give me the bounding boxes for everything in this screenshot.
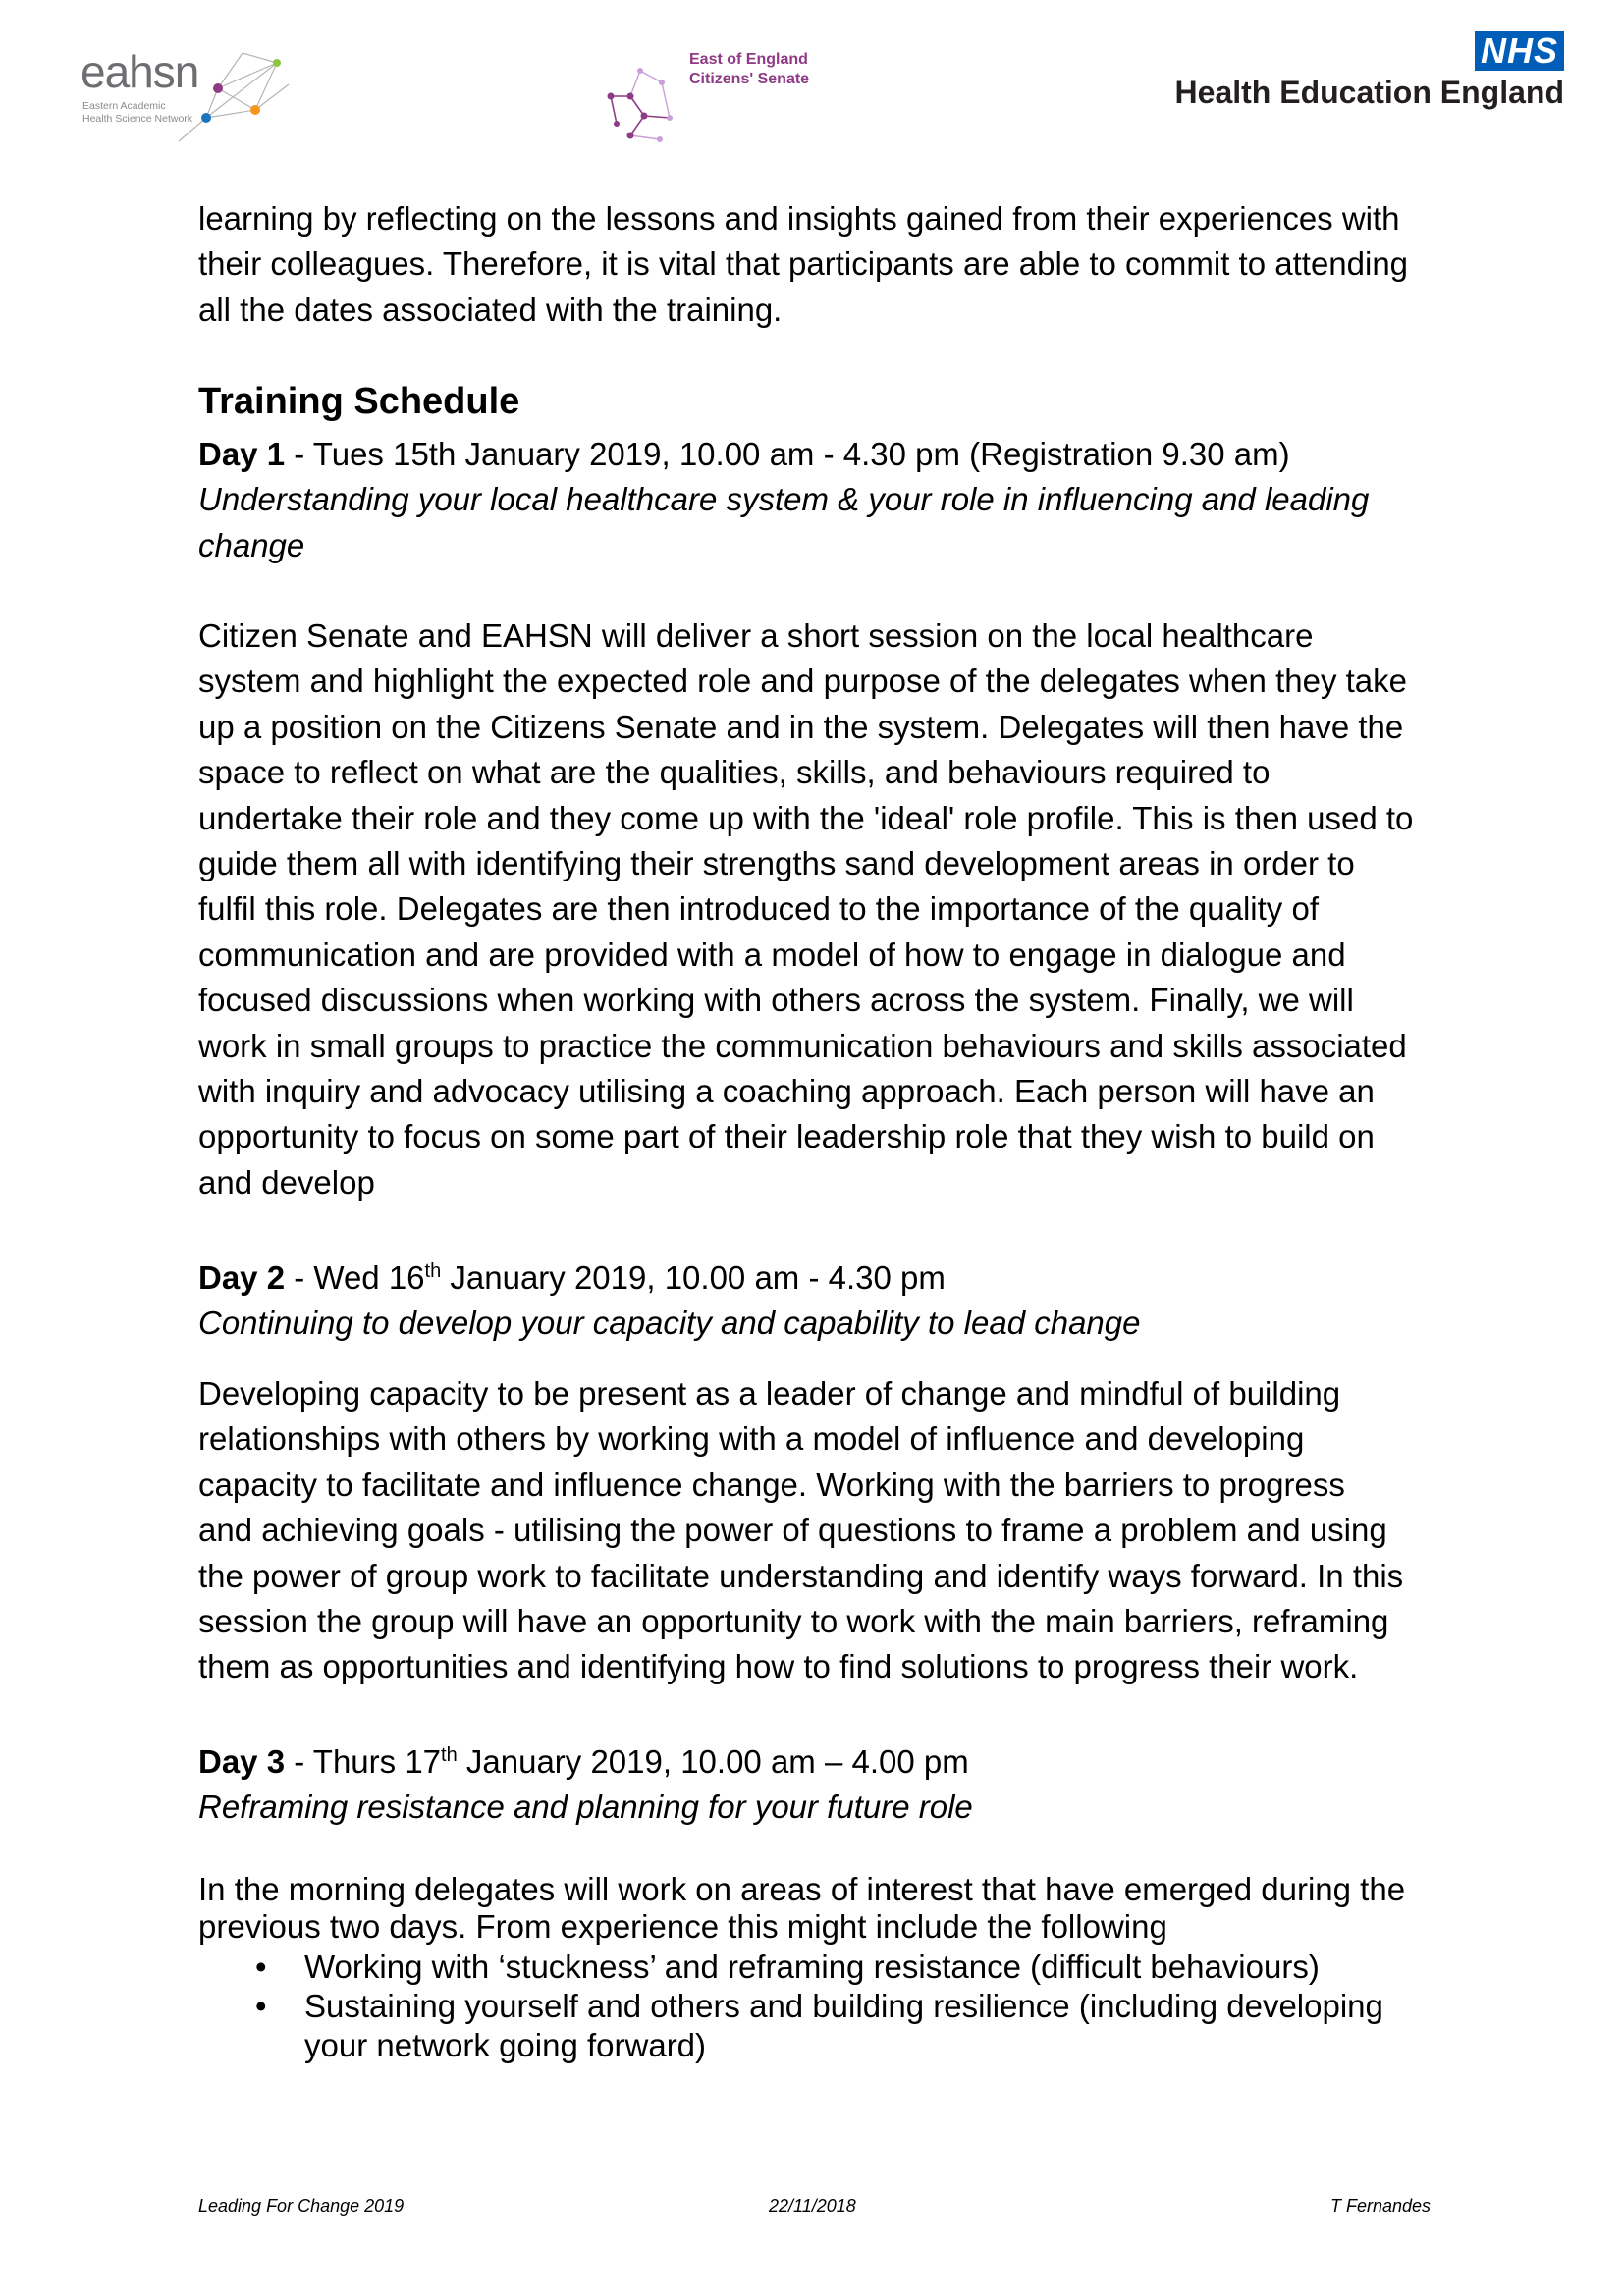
day2-body-line: and achieving goals - utilising the power of questions to frame a problem and using	[198, 1512, 1387, 1549]
day2-header	[198, 1249, 1445, 1301]
day1-subtitle: change	[198, 526, 305, 563]
day2-body-line: relationships with others by working with a model of influence and developing	[198, 1420, 1305, 1458]
eahsn-subtitle-1: Eastern Academic	[82, 100, 166, 112]
day3-date-suffix: th	[441, 1744, 458, 1766]
nhs-badge: NHS	[1475, 31, 1564, 71]
day1-details: - Tues 15th January 2019, 10.00 am - 4.30 pm (Registration 9.30 am)	[285, 436, 1290, 472]
intro-line: their colleagues. Therefore, it is vital that participants are able to commit to attending	[198, 245, 1409, 283]
day1-subtitle: Understanding your local healthcare system & your role in influencing and leading	[198, 481, 1370, 518]
senate-line-2: Citizens' Senate	[689, 71, 810, 87]
day2-body-line: them as opportunities and identifying how to find solutions to progress their work.	[198, 1648, 1359, 1685]
day2-body-line: the power of group work to facilitate understanding and identify ways forward. In this	[198, 1557, 1404, 1594]
day1-body-line: system and highlight the expected role and purpose of the delegates when they take	[198, 663, 1407, 700]
hee-wordmark: Health Education England	[1174, 75, 1564, 110]
citizens-senate-logo	[601, 49, 837, 147]
day1-body-line: and develop	[198, 1163, 375, 1201]
intro-paragraph	[198, 196, 1445, 333]
footer-right: T Fernandes	[1330, 2196, 1432, 2216]
list-item: • Working with ‘stuckness’ and reframing resistance (difficult behaviours)	[198, 1948, 1455, 1987]
day1-label: Day 1	[198, 436, 286, 472]
day3-block	[198, 1733, 1445, 1831]
day1-header	[198, 432, 1445, 477]
footer-left: Leading For Change 2019	[198, 2196, 405, 2216]
day2-block	[198, 1249, 1445, 1347]
schedule-heading: Training Schedule	[198, 381, 520, 422]
day1-body	[198, 614, 1445, 1205]
senate-line-1: East of England	[689, 51, 808, 68]
day2-time: January 2019, 10.00 am - 4.30 pm	[441, 1259, 946, 1296]
eahsn-wordmark: eahsn	[81, 46, 199, 97]
day3-body-line: previous two days. From experience this might include the following	[198, 1908, 1167, 1945]
footer-center: 22/11/2018	[769, 2196, 856, 2216]
intro-line: all the dates associated with the training.	[198, 291, 783, 328]
day2-body-line: session the group will have an opportunity to work with the main barriers, reframing	[198, 1603, 1389, 1640]
list-item: • Sustaining yourself and others and building resilience (including developing your network going forward)	[198, 1987, 1455, 2065]
eahsn-logo	[81, 41, 306, 149]
day2-body-line: Developing capacity to be present as a leader of change and mindful of building	[198, 1375, 1341, 1412]
day2-body-line: capacity to facilitate and influence change. Working with the barriers to progress	[198, 1466, 1345, 1503]
day2-date-suffix: th	[424, 1260, 442, 1282]
day2-date: - Wed 16	[285, 1259, 425, 1296]
day1-body-line: opportunity to focus on some part of their leadership role that they wish to build on	[198, 1118, 1375, 1155]
day1-body-line: undertake their role and they come up with the 'ideal' role profile. This is then used to	[198, 799, 1414, 836]
day3-header	[198, 1733, 1445, 1785]
day1-body-line: with inquiry and advocacy utilising a coaching approach. Each person will have an	[198, 1073, 1375, 1110]
day3-body	[198, 1871, 1445, 1946]
senate-network-icon	[601, 49, 679, 147]
day2-subtitle: Continuing to develop your capacity and capability to lead change	[198, 1305, 1141, 1342]
day1-body-line: communication and are provided with a model of how to engage in dialogue and	[198, 935, 1346, 973]
day3-subtitle: Reframing resistance and planning for your future role	[198, 1789, 973, 1826]
day1-block	[198, 432, 1445, 568]
day1-body-line: work in small groups to practice the communication behaviours and skills associated	[198, 1027, 1407, 1064]
eahsn-subtitle-2: Health Science Network	[82, 113, 193, 125]
day3-bullet-list	[198, 1948, 1455, 2065]
day1-body-line: up a position on the Citizens Senate and in the system. Delegates will then have the	[198, 708, 1404, 745]
hee-logo	[1159, 29, 1566, 118]
day2-body	[198, 1371, 1445, 1690]
day3-date: - Thurs 17	[285, 1743, 442, 1780]
intro-line: learning by reflecting on the lessons and insights gained from their experiences with	[198, 200, 1400, 237]
day1-body-line: Citizen Senate and EAHSN will deliver a short session on the local healthcare	[198, 617, 1314, 654]
day1-body-line: space to reflect on what are the qualities, skills, and behaviours required to	[198, 754, 1271, 791]
day1-body-line: fulfil this role. Delegates are then introduced to the importance of the quality of	[198, 890, 1319, 928]
day1-body-line: focused discussions when working with others across the system. Finally, we will	[198, 982, 1354, 1019]
day3-body-line: In the morning delegates will work on areas of interest that have emerged during the	[198, 1871, 1406, 1907]
day3-time: January 2019, 10.00 am – 4.00 pm	[457, 1743, 969, 1780]
day3-label: Day 3	[198, 1743, 286, 1780]
day2-label: Day 2	[198, 1259, 286, 1296]
day1-body-line: guide them all with identifying their strengths sand development areas in order to	[198, 845, 1355, 882]
